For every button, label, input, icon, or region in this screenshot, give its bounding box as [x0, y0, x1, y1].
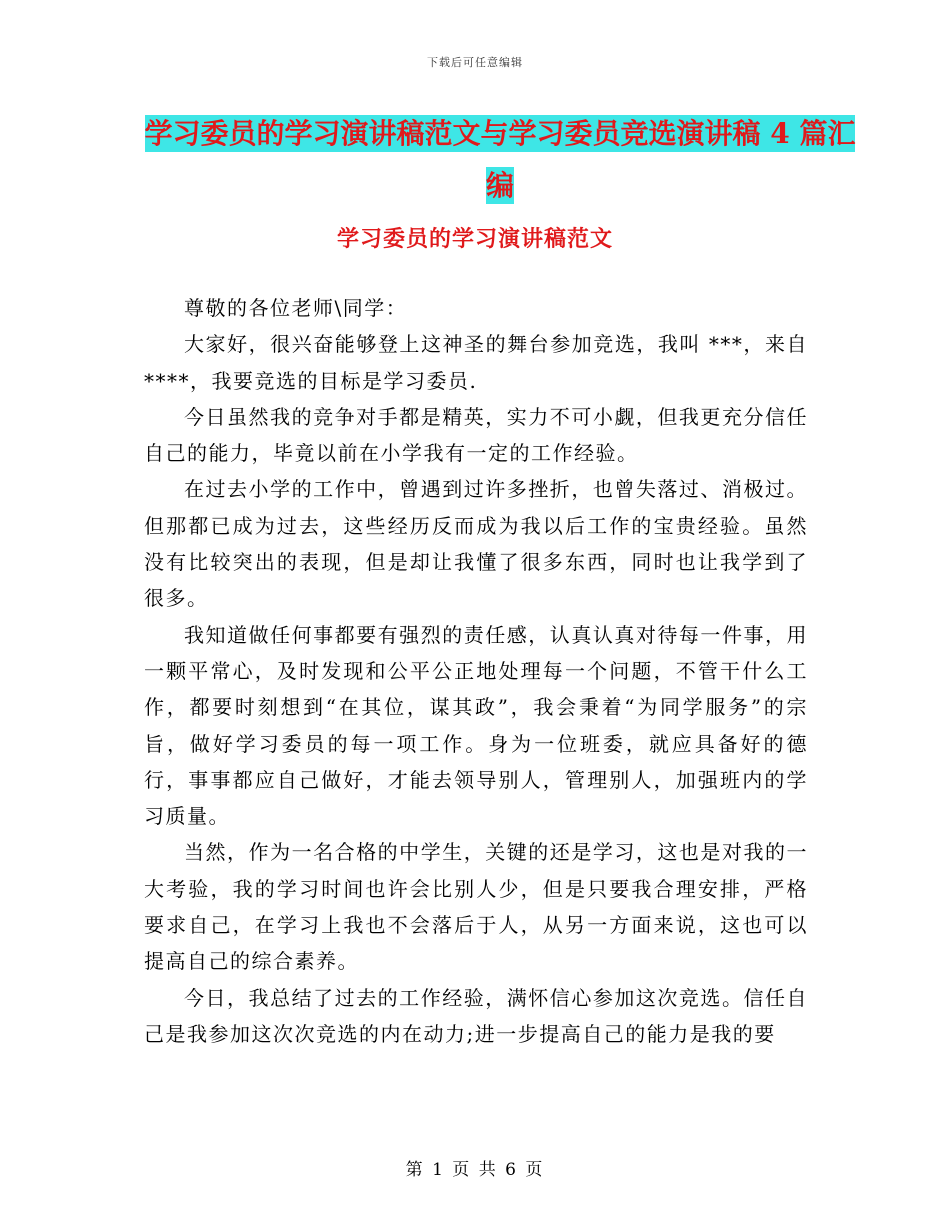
body-paragraph: 当然，作为一名合格的中学生，关键的还是学习，这也是对我的一大考验，我的学习时间也许会比别人少，但是只要我合理安排，严格要求自己，在学习上我也不会落后于人，从另一方面来说，这也可以提高自己的综合素养。: [144, 840, 808, 974]
page-number-footer: 第 1 页 共 6 页: [405, 1160, 545, 1180]
salutation-paragraph: 尊敬的各位老师\同学：: [184, 296, 408, 320]
body-paragraph: 大家好，很兴奋能够登上这神圣的舞台参加竞选，我叫 ***，来自****，我要竞选的目标是学习委员.: [144, 332, 808, 393]
body-paragraph: 今日虽然我的竞争对手都是精英，实力不可小觑，但我更充分信任自己的能力，毕竟以前在小学我有一定的工作经验。: [144, 404, 808, 466]
body-paragraph: 今日，我总结了过去的工作经验，满怀信心参加这次竞选。信任自己是我参加这次次竞选的内在动力;进一步提高自己的能力是我的要: [144, 985, 808, 1046]
document-title: [140, 108, 860, 212]
document-body: [144, 290, 808, 1052]
section-heading: 学习委员的学习演讲稿范文: [336, 226, 613, 252]
body-paragraph: 在过去小学的工作中，曾遇到过许多挫折，也曾失落过、消极过。但那都已成为过去，这些经历反而成为我以后工作的宝贵经验。虽然没有比较突出的表现，但是却让我懂了很多东西，同时也让我学到了很多。: [144, 477, 808, 611]
page-header-note: 下载后可任意编辑: [427, 56, 523, 69]
body-paragraph: 我知道做任何事都要有强烈的责任感，认真认真对待每一件事，用一颗平常心，及时发现和公平公正地处理每一个问题，不管干什么工作，都要时刻想到“在其位，谋其政”，我会秉着“为同学服务”的宗旨，做好学习委员的每一项工作。身为一位班委，就应具备好的德行，事事都应自己做好，才能去领导别人，管理别人，加强班内的学习质量。: [144, 622, 808, 829]
document-title-text: 学习委员的学习演讲稿范文与学习委员竞选演讲稿 4 篇汇编: [144, 117, 856, 202]
